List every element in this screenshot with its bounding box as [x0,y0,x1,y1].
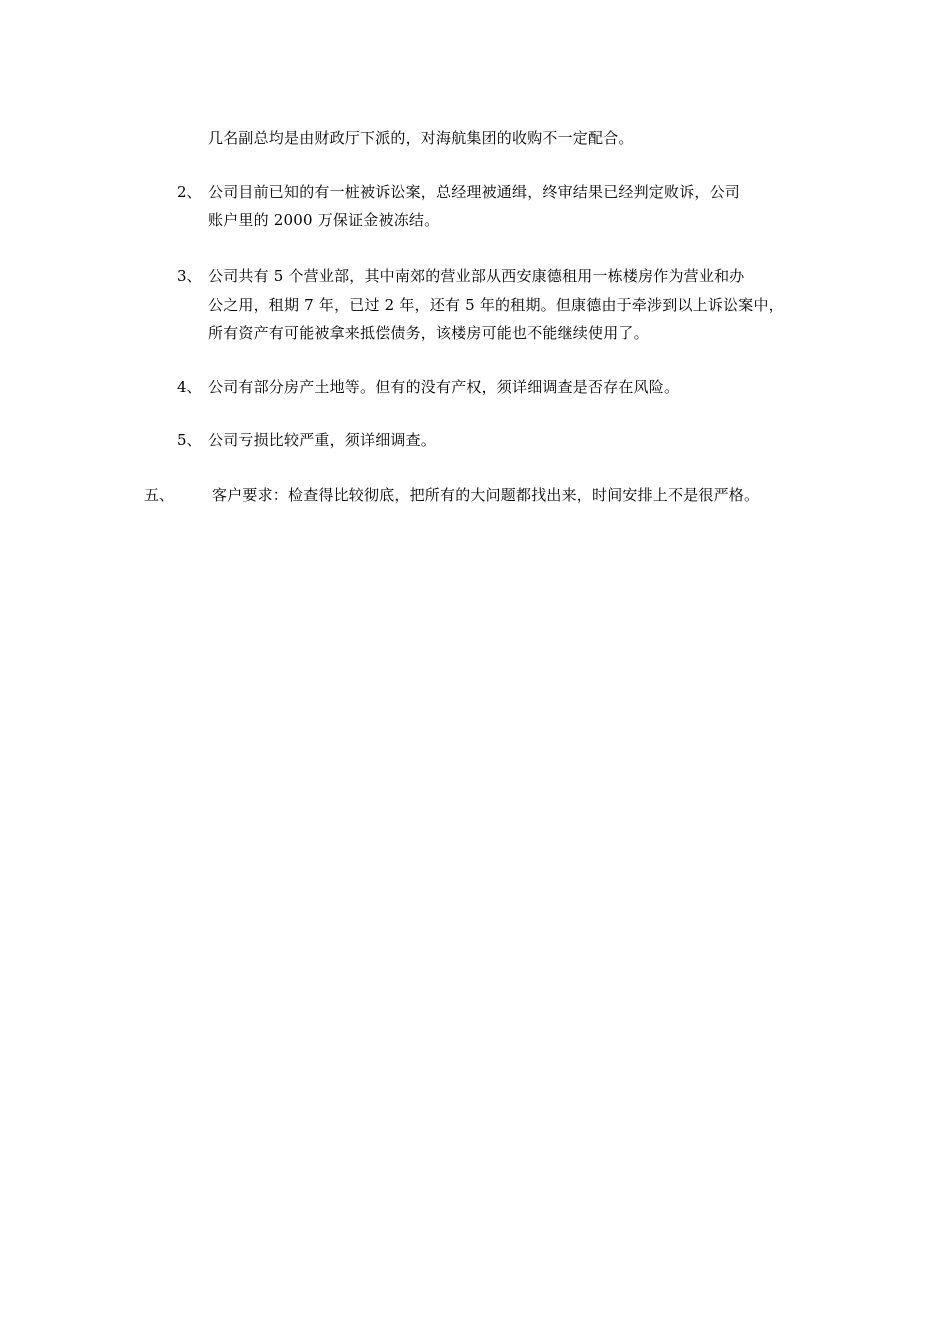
list-item-number-2: 2、 [177,183,202,201]
list-item-3-line-2: 公之用，租期 7 年，已过 2 年，还有 5 年的租期。但康德由于牵涉到以上诉讼案中， [208,296,784,314]
section-marker: 五、 [144,486,175,504]
list-item-2-line-2: 账户里的 2000 万保证金被冻结。 [208,211,440,229]
section-text: 客户要求：检查得比较彻底，把所有的大问题都找出来，时间安排上不是很严格。 [212,486,760,504]
list-item-5-line-1: 公司亏损比较严重，须详细调查。 [208,431,437,449]
list-item-2-line-1: 公司目前已知的有一桩被诉讼案，总经理被通缉，终审结果已经判定败诉，公司 [208,183,741,201]
list-item-number-3: 3、 [177,267,202,285]
continuation-line: 几名副总均是由财政厅下派的，对海航集团的收购不一定配合。 [208,129,634,147]
list-item-4-line-1: 公司有部分房产土地等。但有的没有产权，须详细调查是否存在风险。 [208,378,680,396]
list-item-3-line-3: 所有资产有可能被拿来抵偿债务，该楼房可能也不能继续使用了。 [208,324,649,342]
list-item-number-5: 5、 [177,431,202,449]
list-item-number-4: 4、 [177,378,202,396]
list-item-3-line-1: 公司共有 5 个营业部，其中南郊的营业部从西安康德租用一栋楼房作为营业和办 [208,267,745,285]
